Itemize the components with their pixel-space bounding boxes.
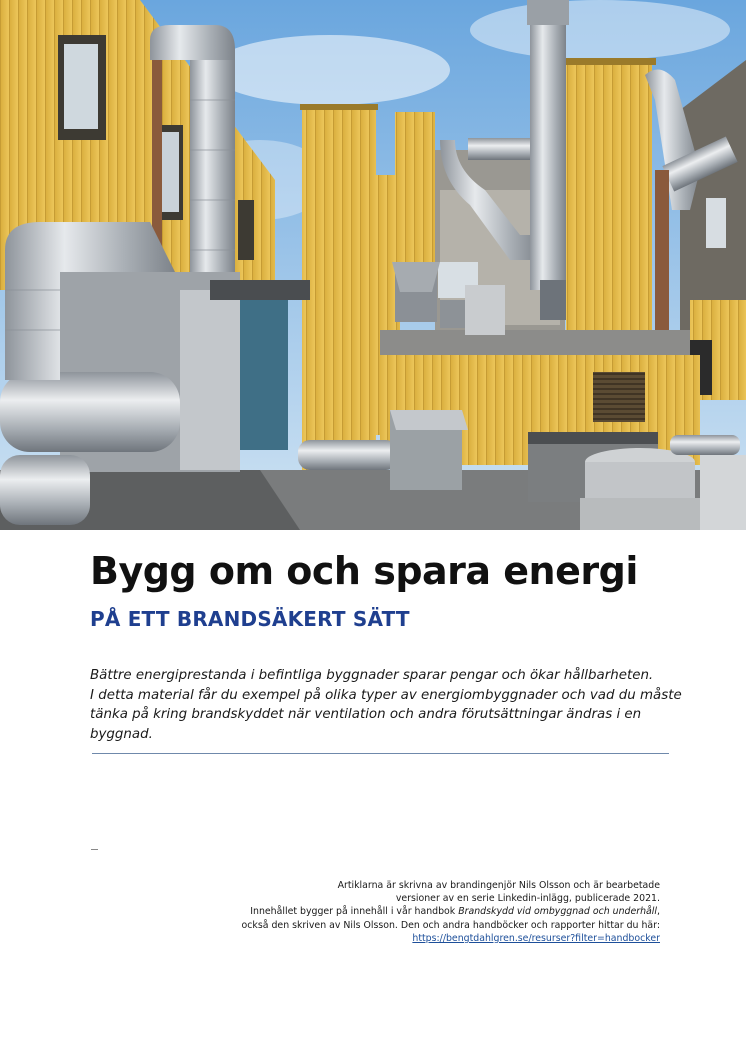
credits-line-3-suffix: ,	[657, 906, 660, 918]
intro-line: Bättre energiprestanda i befintliga byggnader sparar pengar och ökar hållbarheten.	[90, 668, 654, 683]
intro-line: tänka på kring brandskyddet när ventilation och andra förutsättningar ändras i en	[90, 707, 642, 722]
divider-line	[92, 753, 669, 754]
credits-link-line	[140, 932, 660, 945]
handbook-title: Brandskydd vid ombyggnad och underhåll	[458, 906, 658, 918]
intro-line: I detta material får du exempel på olika typer av energiombyggnader och vad du måste	[90, 687, 682, 703]
credits-line-3-prefix: Innehållet bygger på innehåll i vår handbok	[250, 906, 459, 918]
credits-line-3	[140, 905, 660, 918]
intro-paragraph	[90, 666, 680, 744]
credits-line-1: Artiklarna är skrivna av brandingenjör Nils Olsson och är bearbetade	[337, 880, 660, 891]
credits-block	[140, 879, 660, 945]
credits-line-2: versioner av en serie Linkedin-inlägg, publicerade 2021.	[395, 893, 660, 905]
small-dash-mark	[91, 849, 98, 850]
document-title: Bygg om och spara energi	[90, 549, 638, 593]
resources-link[interactable]: https://bengtdahlgren.se/resurser?filter=handbocker	[412, 932, 660, 944]
document-subtitle: PÅ ETT BRANDSÄKERT SÄTT	[90, 607, 410, 631]
credits-line-4: också den skriven av Nils Olsson. Den och andra handböcker och rapporter hittar du här:	[241, 919, 660, 931]
intro-line: byggnad.	[90, 726, 153, 742]
